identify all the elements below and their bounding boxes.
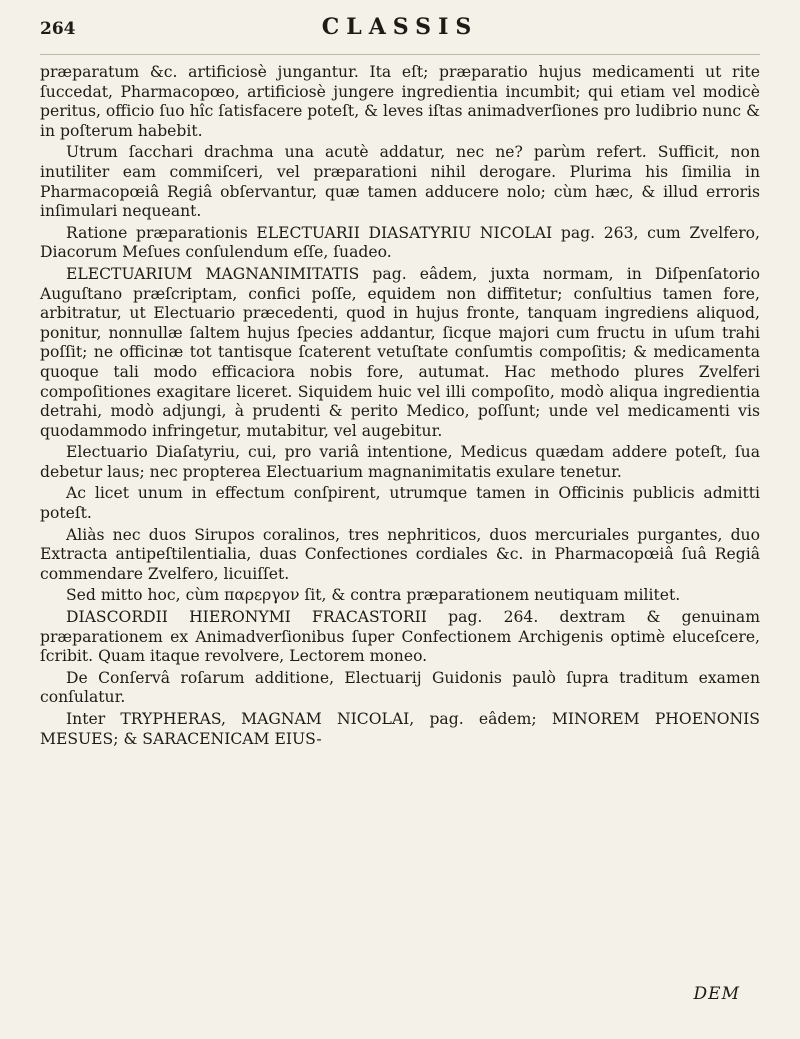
catchword: DEM (693, 984, 740, 1004)
paragraph: Inter TRYPHERAS, MAGNAM NICOLAI, pag. eâdem; MINOREM PHOENONIS MESUES; & SARACENICAM EIUS- (40, 710, 760, 748)
page-header (40, 14, 760, 55)
paragraph: Utrum ſacchari drachma una acutè addatur, nec ne? parùm refert. Sufficit, non inutiliter eam commiſceri, vel præparationi nihil derogare. Plurima his ſimilia in Pharmacopœiâ Regiâ obſervantur, quæ tamen adducere nolo; cùm hæc, & illud erroris inſimulari nequeant. (40, 143, 760, 221)
paragraph: præparatum &c. artificiosè jungantur. Ita eſt; præparatio hujus medicamenti ut rite ſuccedat, Pharmacopœo, artificiosè jungere ingredientia incumbit; qui etiam vel modicè peritus, officio ſuo hîc ſatisfacere poteſt, & leves iſtas animadverſiones pro ludibrio nunc & in poſterum habebit. (40, 63, 760, 140)
paragraph: De Conſervâ roſarum additione, Electuarij Guidonis paulò ſupra traditum examen conſulatur. (40, 668, 760, 707)
running-head: CLASSIS (321, 14, 479, 40)
paragraph: Electuario Diaſatyriu, cui, pro variâ intentione, Medicus quædam addere poteſt, ſua debetur laus; nec propterea Electuarium magnanimitatis exulare tenetur. (40, 443, 760, 481)
paragraph: Sed mitto hoc, cùm παρεργον ſit, & contra præparationem neutiquam militet. (66, 586, 681, 605)
body-text (40, 63, 760, 749)
paragraph: Aliàs nec duos Sirupos coralinos, tres nephriticos, duos mercuriales purgantes, duo Extracta antipeſtilentialia, duas Confectiones cordiales &c. in Pharmacopœiâ ſuâ Regiâ commendare Zvelfero, licuiſſet. (40, 525, 760, 583)
paragraph: DIASCORDII HIERONYMI FRACASTORII pag. 264. dextram & genuinam præparationem ex Animadverſionibus ſuper Confectionem Archigenis optimè eluceſcere, ſcribit. Quam itaque revolvere, Lectorem moneo. (40, 608, 760, 666)
paragraph: Ratione præparationis ELECTUARII DIASATYRIU NICOLAI pag. 263, cum Zvelfero, Diacorum Meſues conſulendum eſſe, ſuadeo. (40, 223, 760, 262)
paragraph: ELECTUARIUM MAGNANIMITATIS pag. eâdem, juxta normam, in Diſpenſatorio Auguſtano præſcriptam, confici poſſe, equidem non diffitetur; conſultius tamen fore, arbitratur, ut Electuario præcedenti, quod in hujus fronte, tanquam ingrediens aliquod, ponitur, nonnullæ ſaltem hujus ſpecies addantur, ſicque majori cum fructu in uſum trahi poſſit; ne officinæ tot tantisque ſcaterent vetuſtate conſumtis compoſitis; & medicamenta quoque tali modo efficaciora nobis fore, autumat. Hac methodo plures Zvelferi compoſitiones exagitare liceret. Siquidem huic vel illi compoſito, modò aliqua ingredientia detrahi, modò adjungi, à prudenti & perito Medico, poſſunt; unde vel medicamenti vis quodammodo infringetur, mutabitur, vel augebitur. (40, 264, 760, 440)
page-number: 264 (40, 19, 76, 39)
paragraph: Ac licet unum in effectum conſpirent, utrumque tamen in Officinis publicis admitti poteſt. (40, 484, 760, 523)
